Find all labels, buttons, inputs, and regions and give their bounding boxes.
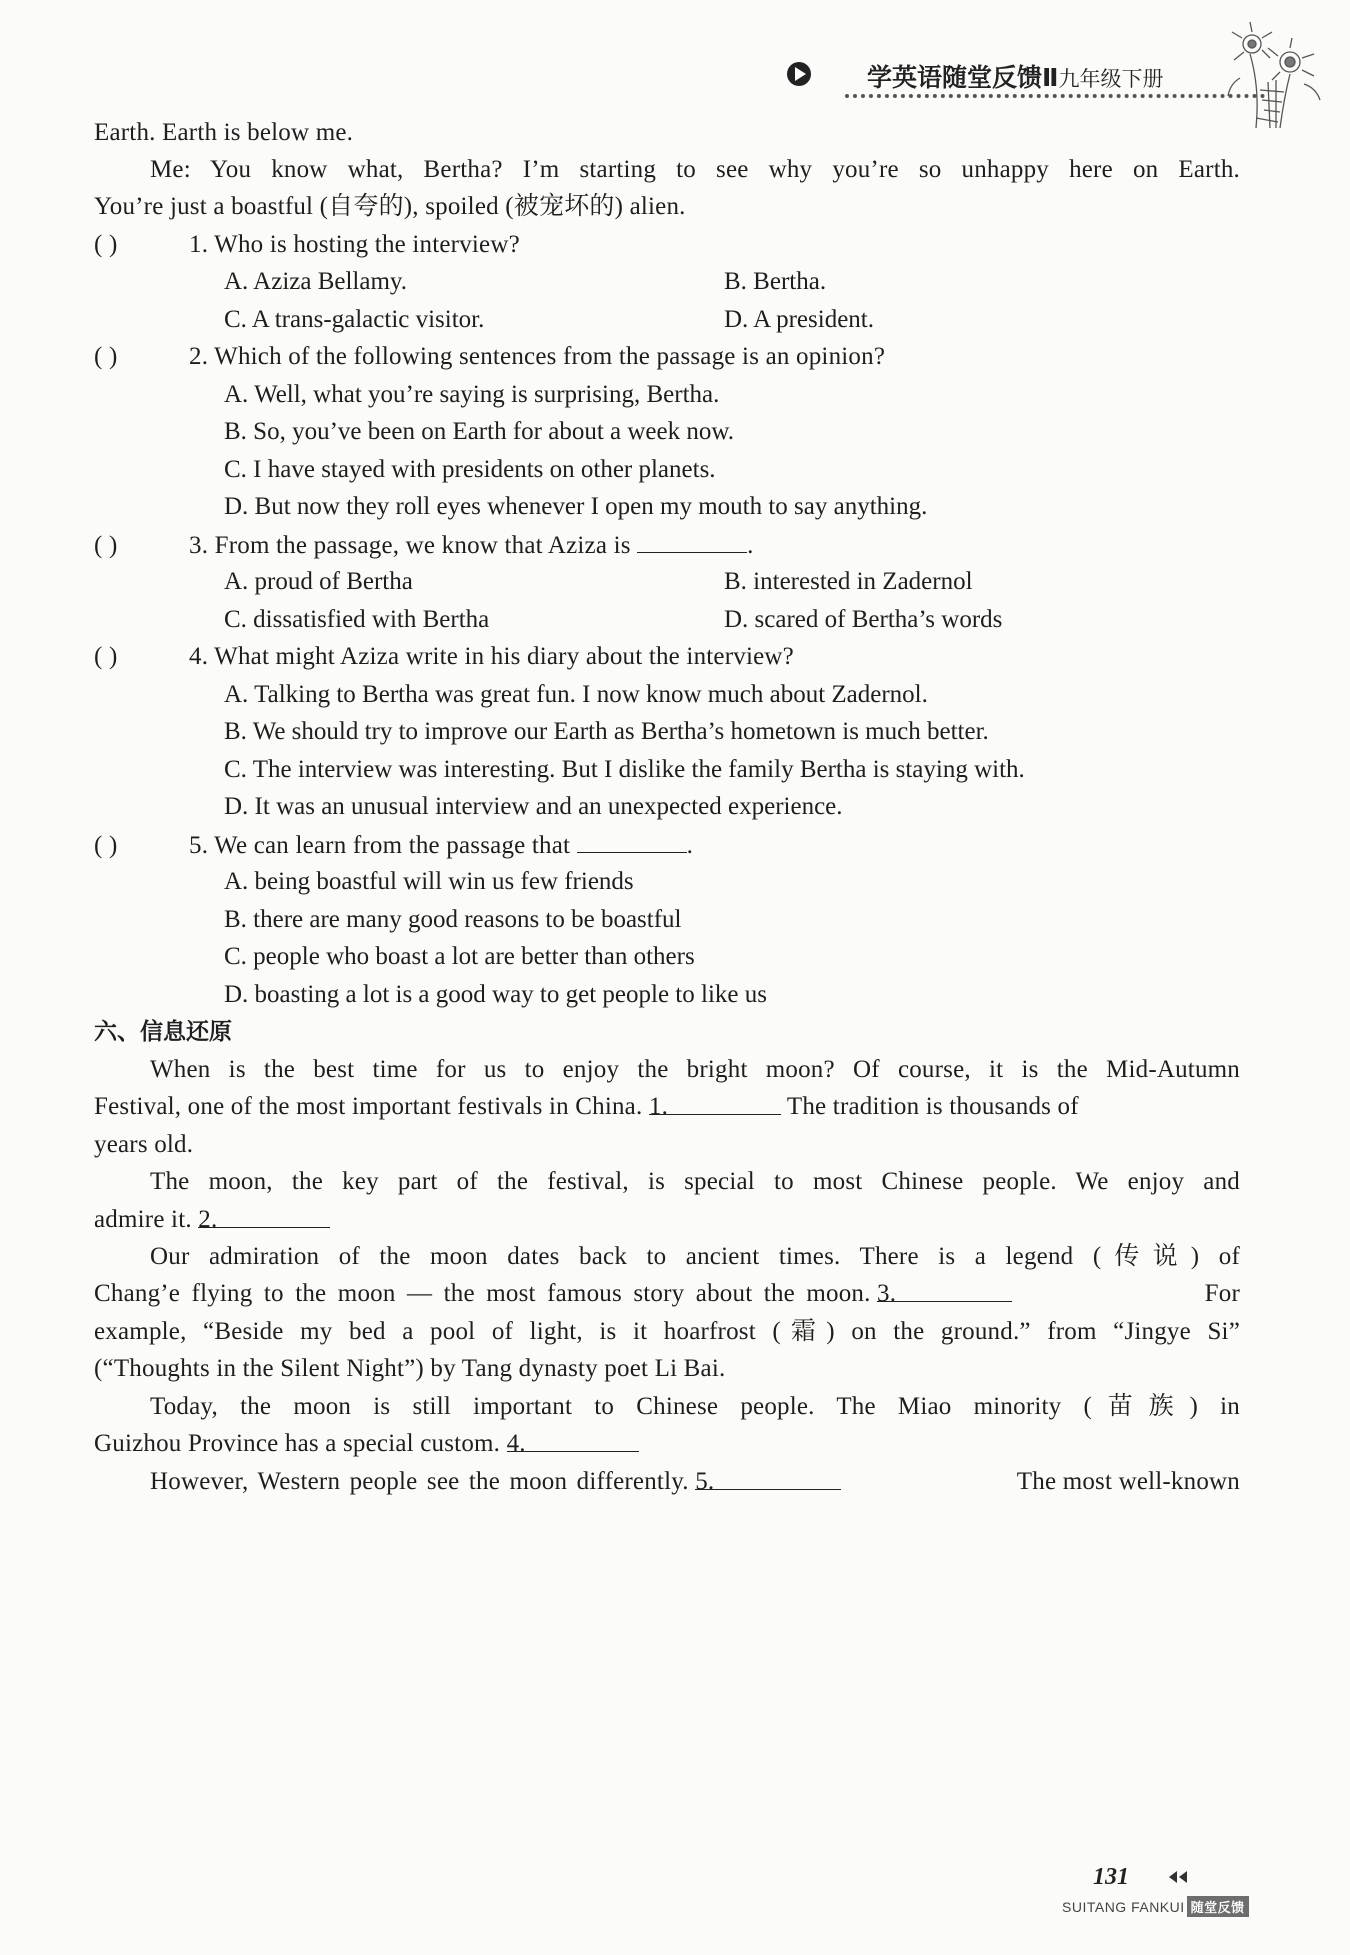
answer-bracket[interactable]: ( ) — [94, 231, 118, 258]
blank-number: 1. — [648, 1093, 669, 1120]
answer-bracket[interactable]: ( ) — [94, 643, 118, 670]
brand-tag: 随堂反馈 — [1187, 1896, 1249, 1917]
question-stem: What might Aziza write in his diary about the interview? — [214, 643, 794, 670]
passage-line: Me: You know what, Bertha? I’m starting to see why you’re so unhappy here on Earth. — [150, 156, 1240, 183]
passage-line: Earth. Earth is below me. — [94, 119, 354, 146]
answer-blank[interactable] — [577, 830, 687, 853]
book-title — [867, 58, 1163, 94]
text-span: Chang’e flying to the moon — the most famous story about the moon. — [94, 1280, 871, 1307]
book-subtitle: 九年级下册 — [1058, 67, 1164, 91]
option-d[interactable]: D. scared of Bertha’s words — [724, 606, 1003, 633]
question-number: 1. — [189, 231, 209, 258]
blank-number: 3. — [877, 1280, 897, 1307]
paragraph-line: When is the best time for us to enjoy the bright moon? Of course, it is the Mid-Autumn — [150, 1056, 1240, 1083]
book-title-text: 学英语随堂反馈Ⅱ — [867, 63, 1059, 92]
answer-bracket[interactable]: ( ) — [94, 343, 118, 370]
header-divider — [845, 94, 1265, 98]
option-a[interactable]: A. Well, what you’re saying is surprising, Bertha. — [224, 381, 720, 408]
answer-bracket[interactable]: ( ) — [94, 532, 118, 559]
play-icon — [785, 60, 813, 88]
question-2 — [94, 342, 885, 372]
question-stem: From the passage, we know that Aziza is — [214, 532, 631, 559]
option-c[interactable]: C. I have stayed with presidents on other planets. — [224, 456, 716, 483]
answer-blank[interactable] — [637, 530, 747, 553]
text-span: The most well-known — [1016, 1468, 1240, 1495]
option-d[interactable]: D. boasting a lot is a good way to get people to like us — [224, 981, 767, 1008]
option-d[interactable]: D. It was an unusual interview and an unexpected experience. — [224, 793, 843, 820]
section-heading: 六、信息还原 — [94, 1019, 232, 1045]
option-d[interactable]: D. But now they roll eyes whenever I open my mouth to say anything. — [224, 493, 928, 520]
text-span: However, Western people see the moon differently. — [150, 1468, 689, 1495]
question-3 — [94, 530, 754, 561]
stem-period: . — [686, 832, 694, 859]
question-stem: Who is hosting the interview? — [214, 231, 520, 258]
answer-blank-5[interactable] — [695, 1467, 841, 1495]
text-span: For — [1204, 1280, 1240, 1307]
question-number: 5. — [189, 832, 209, 859]
question-stem: We can learn from the passage that — [214, 832, 571, 859]
option-c[interactable]: C. dissatisfied with Bertha — [224, 606, 490, 633]
answer-bracket[interactable]: ( ) — [94, 832, 118, 859]
paragraph-line: Our admiration of the moon dates back to ancient times. There is a legend (传说) of — [150, 1243, 1240, 1270]
sunflower-decoration-icon — [1220, 18, 1330, 138]
question-stem: Which of the following sentences from the passage is an opinion? — [214, 343, 886, 370]
text-span: The tradition is thousands of — [786, 1093, 1079, 1120]
question-4 — [94, 642, 794, 672]
answer-blank-1[interactable] — [648, 1092, 781, 1120]
text-span: admire it. — [94, 1206, 192, 1233]
brand-text: SUITANG FANKUI — [1062, 1899, 1185, 1915]
question-number: 4. — [189, 643, 209, 670]
option-a[interactable]: A. proud of Bertha — [224, 568, 413, 595]
paragraph-line: Today, the moon is still important to Chinese people. The Miao minority (苗族) in — [150, 1393, 1240, 1420]
paragraph-line — [94, 1429, 639, 1459]
option-c[interactable]: C. A trans-galactic visitor. — [224, 306, 485, 333]
option-b[interactable]: B. We should try to improve our Earth as Bertha’s hometown is much better. — [224, 718, 989, 745]
option-a[interactable]: A. Talking to Bertha was great fun. I now know much about Zadernol. — [224, 681, 928, 708]
option-c[interactable]: C. people who boast a lot are better than others — [224, 943, 695, 970]
question-number: 3. — [189, 532, 209, 559]
text-span: Festival, one of the most important festivals in China. — [94, 1093, 643, 1120]
blank-number: 5. — [695, 1468, 715, 1495]
blank-number: 2. — [198, 1206, 218, 1233]
double-arrow-left-icon — [1166, 1870, 1190, 1884]
option-b[interactable]: B. interested in Zadernol — [724, 568, 973, 595]
option-c[interactable]: C. The interview was interesting. But I dislike the family Bertha is staying with. — [224, 756, 1025, 783]
paragraph-line — [94, 1205, 330, 1235]
paragraph-line — [94, 1279, 1240, 1309]
page-number: 131 — [1093, 1864, 1129, 1890]
option-b[interactable]: B. So, you’ve been on Earth for about a week now. — [224, 418, 735, 445]
question-number: 2. — [189, 343, 209, 370]
paragraph-line: (“Thoughts in the Silent Night”) by Tang dynasty poet Li Bai. — [94, 1355, 726, 1382]
option-b[interactable]: B. Bertha. — [724, 268, 827, 295]
question-1 — [94, 230, 520, 260]
option-a[interactable]: A. being boastful will win us few friends — [224, 868, 634, 895]
option-b[interactable]: B. there are many good reasons to be boastful — [224, 906, 682, 933]
paragraph-line — [94, 1092, 1079, 1122]
paragraph-line — [150, 1467, 1240, 1497]
answer-blank-4[interactable] — [506, 1429, 639, 1457]
passage-line: You’re just a boastful (自夸的), spoiled (被宠坏的) alien. — [94, 193, 686, 220]
answer-blank-3[interactable] — [877, 1279, 1012, 1307]
answer-blank-2[interactable] — [198, 1205, 330, 1233]
paragraph-line: The moon, the key part of the festival, is special to most Chinese people. We enjoy and — [150, 1168, 1240, 1195]
question-5 — [94, 830, 693, 861]
option-a[interactable]: A. Aziza Bellamy. — [224, 268, 408, 295]
blank-number: 4. — [506, 1430, 526, 1457]
paragraph-line: example, “Beside my bed a pool of light, is it hoarfrost (霜) on the ground.” from “Jingye Si” — [94, 1318, 1240, 1345]
paragraph-line: years old. — [94, 1131, 194, 1158]
text-span: Guizhou Province has a special custom. — [94, 1430, 501, 1457]
stem-period: . — [747, 532, 754, 559]
footer-brand — [1062, 1896, 1249, 1917]
option-d[interactable]: D. A president. — [724, 306, 874, 333]
